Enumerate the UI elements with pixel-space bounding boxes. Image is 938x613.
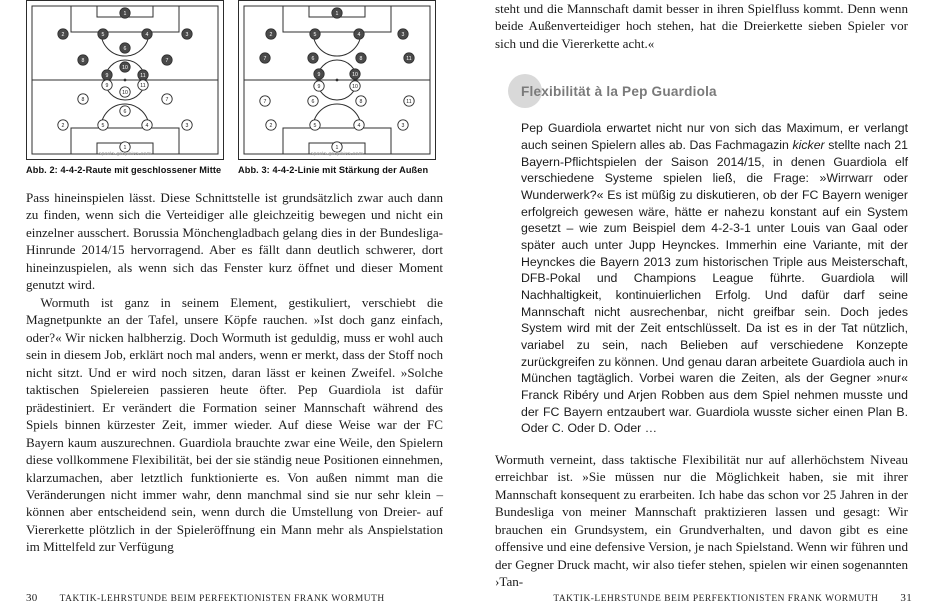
paragraph: Wormuth ist ganz in seinem Element, gestikuliert, verschiebt die Magnetpunkte an der Tafel, unsere Köpfe rauchen. »Ist doch ganz einfach, oder?« Wir nicken halbherzig. Doch Wormuth ist geduldig, muss er wohl auch sein in diesem Job, erklärt noch mal anders, wenn er merkt, dass der Stoff noch nicht sitzt. Und er wird noch sitzen, daran lässt er keinen Zweifel. »Solche taktischen Spielereien passieren heute öfter. Pep Guardiola ist dafür prädestiniert. Er verändert die Formation seiner Mannschaft während des Spiels binnen kürzester Zeit, immer wieder. Auf diese Weise war der FC Bayern kaum auszurechnen. Guardiola brauchte zwar eine Weile, den Spielern diese vollkommene Flexibilität, bei der sie ständig neue Positionen einnehmen, klarzumachen, aber letztlich funktionierte es. Von außen nimmt man die Veränderungen nicht immer wahr, denn manchmal sind sie nur sehr klein – können aber entscheidend sein, wenn durch die Umstellung von Dreier- auf Viererkette plötzlich in der Spieleröffnung ein Mann mehr als Anspielstation im Mittelfeld zur Verfügung: [26, 294, 443, 555]
running-head: TAKTIK-LEHRSTUNDE BEIM PERFEKTIONISTEN FRANK WORMUTH: [553, 594, 879, 604]
svg-text:10: 10: [352, 84, 358, 90]
section-heading: [495, 74, 908, 108]
svg-text:2: 2: [269, 123, 273, 129]
right-page-top-body: [495, 0, 908, 52]
paragraph: Pass hineinspielen lässt. Diese Schnittstelle ist grundsätzlich zwar auch dann zu finden, wenn sich die Verteidiger alle gleichzeitig bewegen und nicht ein einzelner ausschert. Borussia Mönchengladbach gelang dies in der Bundesliga-Hinrunde 2014/15 hervorragend. Aber es fällt dann deutlich schwerer, dort hineinzuspielen, als wenn sich das Fenster kurz öffnet und dieser Moment genutzt wird.: [26, 190, 443, 293]
svg-text:7: 7: [263, 99, 267, 105]
svg-text:6: 6: [123, 109, 127, 115]
svg-text:9: 9: [105, 73, 109, 79]
svg-text:9: 9: [317, 72, 321, 78]
svg-text:5: 5: [313, 123, 317, 129]
svg-text:8: 8: [359, 99, 363, 105]
svg-text:11: 11: [140, 83, 146, 89]
pitch-diagram-raute: [26, 0, 224, 160]
svg-text:1: 1: [123, 11, 127, 17]
text-part-1: Pep Guardiola erwartet nicht nur von sich das Maximum, er verlangt auch seinen Spielern alles ab. Das Fachmagazin: [521, 121, 908, 153]
highlight-box: [521, 120, 908, 436]
svg-text:10: 10: [352, 72, 358, 78]
right-page-bottom-body: [495, 451, 908, 591]
left-page-body: [26, 189, 443, 556]
pitch-graphic-2: [239, 1, 435, 159]
svg-text:8: 8: [81, 97, 85, 103]
svg-text:8: 8: [359, 56, 363, 62]
paragraph: Wormuth verneint, dass taktische Flexibilität nur auf allerhöchstem Niveau erreichbar ist. »Sie müssen nur die Möglichkeit haben, sie mit ihrer Mannschaft konsequent zu erarbeiten. Ich habe das schon vor 25 Jahren in der Bundesliga von meiner Mannschaft praktizieren lassen und gesagt: Wir brauchen ein Grundsystem, ein Grundverhalten, und davon gibt es eine offensive und eine defensive Version, je nach Spielstand. Wenn wir führen und der Gegner Druck macht, wir also tiefer stehen, spielen wir einen sogenannten ›Tan-: [495, 451, 908, 590]
figure-group: [26, 0, 443, 175]
svg-text:11: 11: [406, 99, 412, 105]
svg-text:4: 4: [145, 32, 149, 38]
pitch-diagram-linie: [238, 0, 436, 160]
svg-text:7: 7: [165, 97, 169, 103]
magazine-name: kicker: [792, 138, 825, 153]
svg-text:1: 1: [335, 145, 339, 151]
figure-caption: Abb. 2: 4-4-2-Raute mit geschlossener Mitte: [26, 165, 222, 175]
svg-text:8: 8: [81, 58, 85, 64]
svg-text:2: 2: [61, 123, 65, 129]
svg-text:2: 2: [61, 32, 65, 38]
right-page: [469, 0, 938, 613]
right-page-footer: [495, 592, 912, 604]
paragraph: steht und die Mannschaft damit besser in ihren Spielfluss kommt. Denn wenn beide Außenverteidiger hoch stehen, hat die Dreierkette sieben Spieler vor sich und die Viererkette acht.«: [495, 1, 908, 51]
figure-watermark: sports-graphics.com: [310, 151, 364, 157]
svg-text:9: 9: [105, 83, 109, 89]
svg-text:5: 5: [101, 123, 105, 129]
svg-text:3: 3: [185, 32, 189, 38]
svg-text:6: 6: [311, 56, 315, 62]
pitch-graphic-1: [27, 1, 223, 159]
svg-text:7: 7: [263, 56, 267, 62]
figure-caption: Abb. 3: 4-4-2-Linie mit Stärkung der Außen: [238, 165, 429, 175]
figure-watermark: sports-graphics.com: [98, 151, 152, 157]
page-number: 31: [900, 592, 912, 604]
svg-text:7: 7: [165, 58, 169, 64]
svg-text:4: 4: [145, 123, 149, 129]
svg-text:1: 1: [335, 11, 339, 17]
svg-text:5: 5: [101, 32, 105, 38]
svg-text:3: 3: [401, 32, 405, 38]
svg-text:6: 6: [311, 99, 315, 105]
running-head: TAKTIK-LEHRSTUNDE BEIM PERFEKTIONISTEN FRANK WORMUTH: [59, 594, 385, 604]
page-number: 30: [26, 592, 38, 604]
svg-text:10: 10: [122, 90, 128, 96]
svg-text:1: 1: [123, 145, 127, 151]
svg-text:6: 6: [123, 46, 127, 52]
svg-text:10: 10: [122, 65, 128, 71]
paragraph: [521, 120, 908, 436]
svg-text:11: 11: [406, 56, 412, 62]
svg-text:2: 2: [269, 32, 273, 38]
left-page-footer: [26, 592, 443, 604]
figure-abb2: [26, 0, 224, 175]
section-title: Flexibilität à la Pep Guardiola: [521, 84, 717, 100]
svg-text:4: 4: [357, 123, 361, 129]
svg-text:9: 9: [317, 84, 321, 90]
svg-text:11: 11: [140, 73, 146, 79]
svg-text:3: 3: [185, 123, 189, 129]
svg-text:4: 4: [357, 32, 361, 38]
svg-text:3: 3: [401, 123, 405, 129]
figure-abb3: [238, 0, 436, 175]
text-part-2: stellte nach 21 Bayern-Pflichtspielen der Saison 2014/15, in denen Guardiola elf verschiedene Systeme spielen ließ, die Frage: »Wirrwarr oder Wunderwerk?« Es ist müßig zu diskutieren, ob der FC Bayern weniger erfolgreich gewesen wäre, hätte er nahezu konstant auf ein System gesetzt – wie zum Beispiel dem 4-2-3-1 unter Louis van Gaal oder später auch unter Jupp Heynckes. Immerhin eine Variante, mit der Heynckes die Bayern 2013 zum historischen Triple aus Meisterschaft, DFB-Pokal und Champions League führte. Guardiola will Nachhaltigkeit, kontinuierlichen Erfolg. Und dafür darf seine Mannschaft nicht ausrechenbar, nicht greifbar sein. Doch jedes System wird mit der Zeit entschlüsselt. Da ist es in der Tat nützlich, variabel zu sein, nach Belieben auf verschiedene Konzepte zurückgreifen zu können. Und genau daran arbeitete Guardiola auch in München tagtäglich. Vorbei waren die Zeiten, als der Gegner »nur« Franck Ribéry und Arjen Robben aus dem Spiel nehmen musste und der FC Bayern entzaubert war. Guardiola wusste sicher einen Plan B. Oder C. Oder D. Oder …: [521, 138, 908, 436]
svg-text:5: 5: [313, 32, 317, 38]
